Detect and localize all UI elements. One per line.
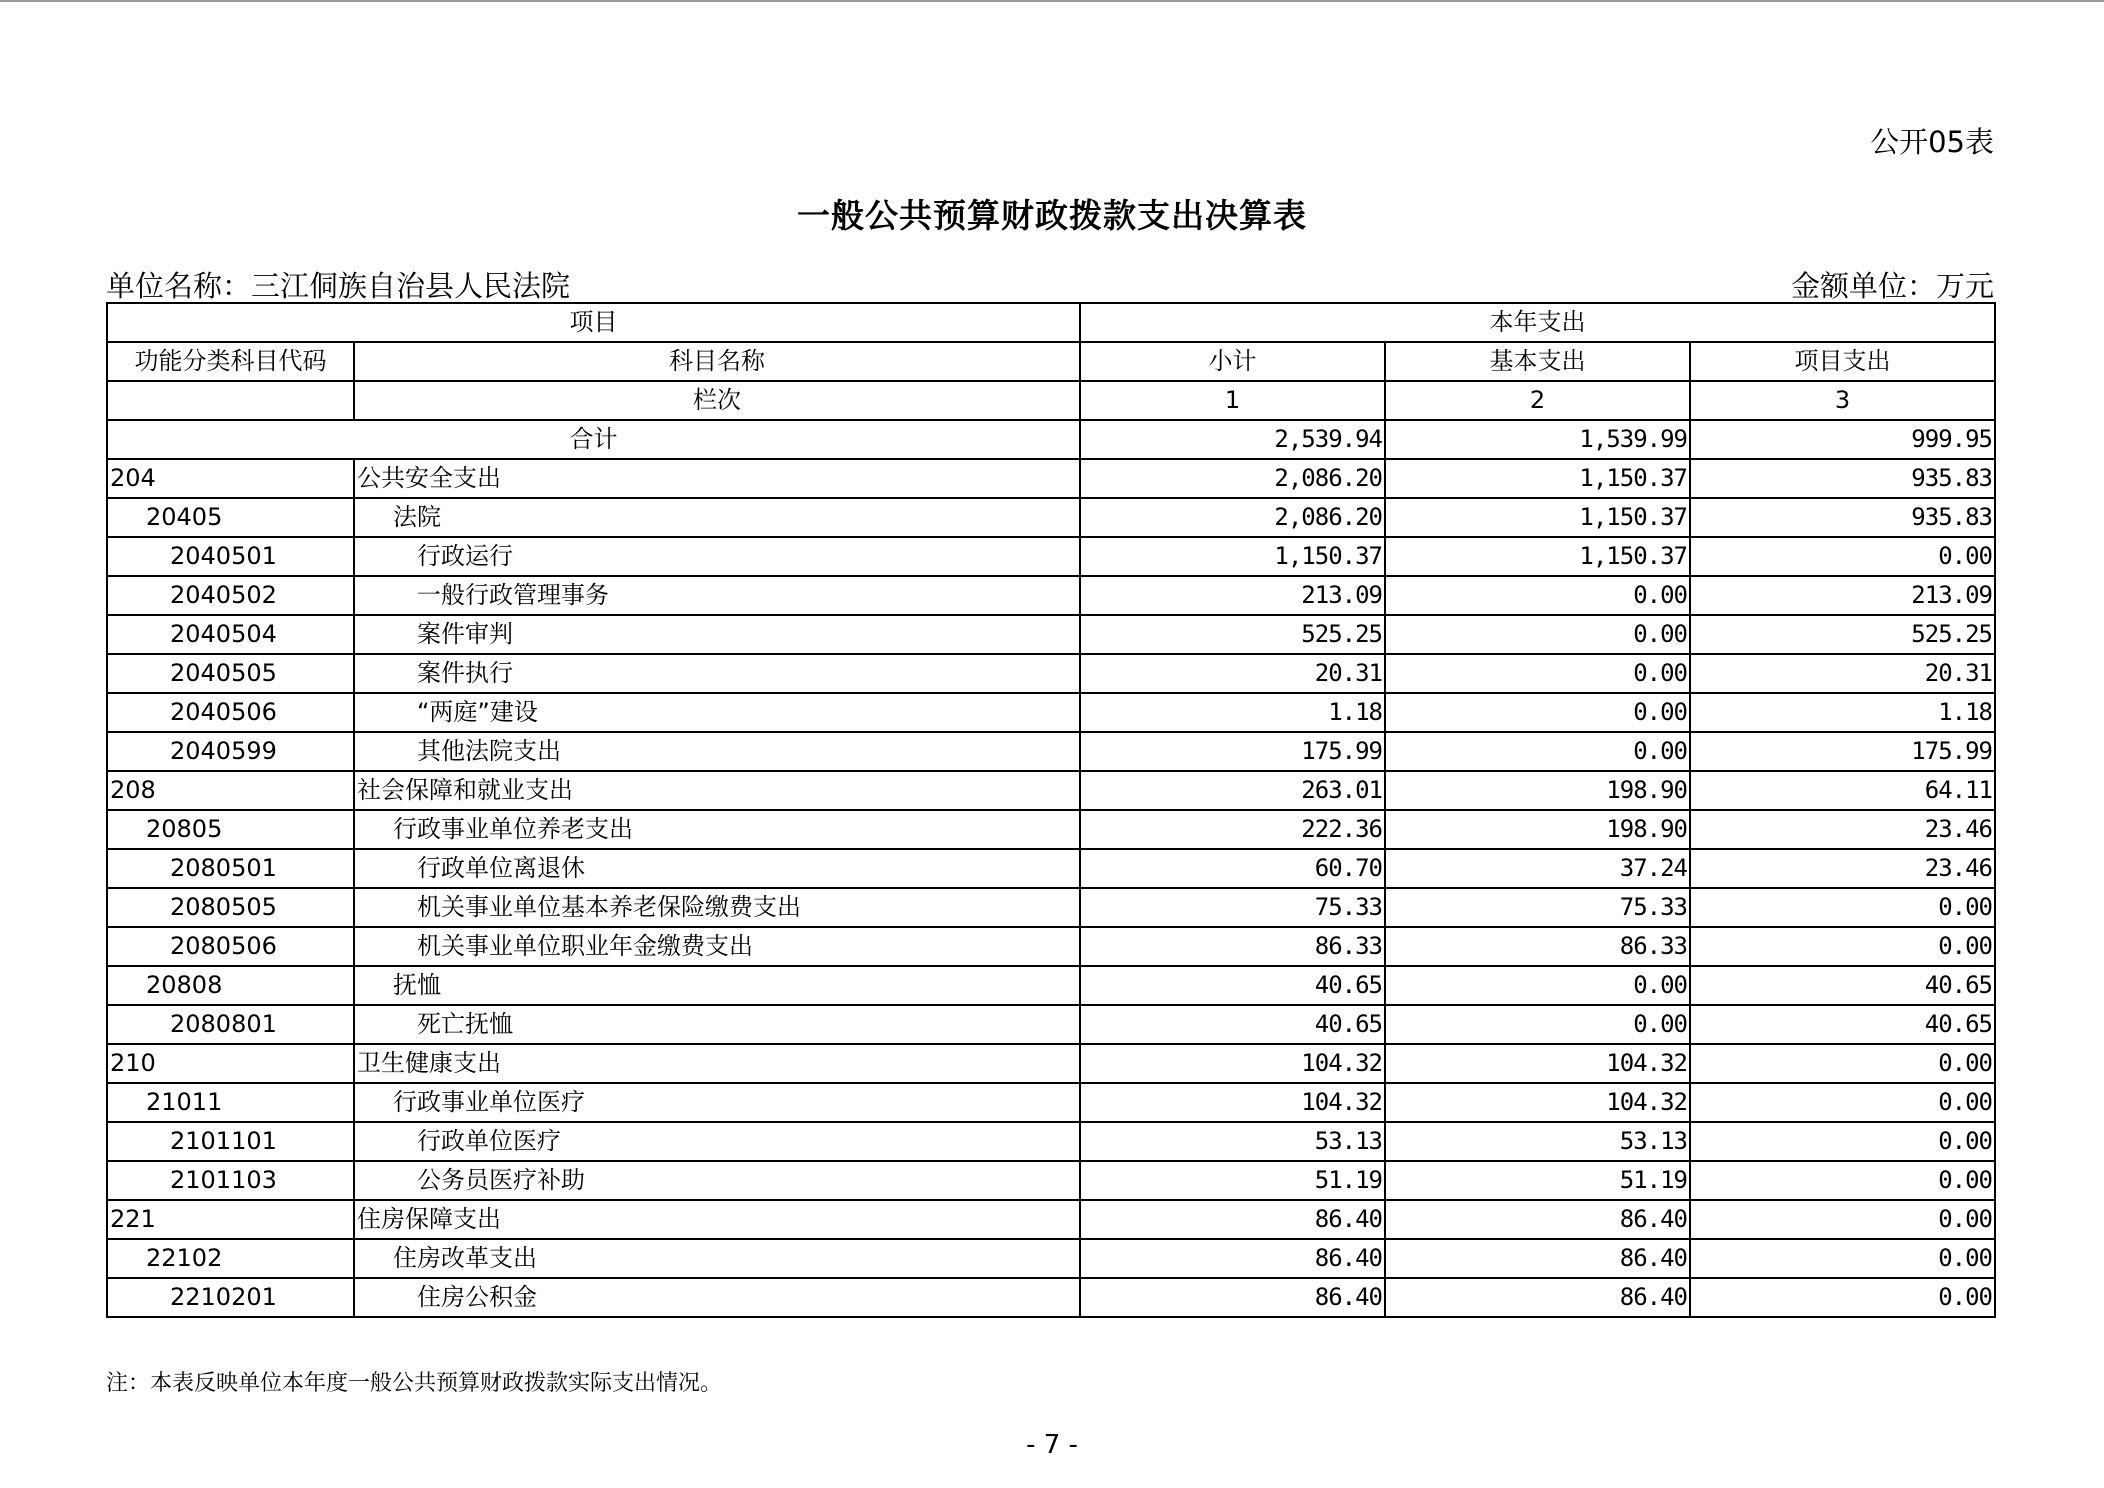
row-basic: 198.90 <box>1385 771 1690 810</box>
row-basic: 86.40 <box>1385 1200 1690 1239</box>
row-project: 0.00 <box>1690 537 1995 576</box>
header-row-order <box>107 381 1995 420</box>
row-subtotal: 1.18 <box>1080 693 1385 732</box>
row-name: 行政运行 <box>354 537 1080 576</box>
expenditure-table <box>106 302 1996 1318</box>
amount-unit: 金额单位：万元 <box>1790 269 1994 303</box>
table-row <box>107 1122 1995 1161</box>
row-code: 22102 <box>107 1239 354 1278</box>
header-column-order: 栏次 <box>354 381 1080 420</box>
table-row <box>107 849 1995 888</box>
row-project: 20.31 <box>1690 654 1995 693</box>
row-code: 204 <box>107 459 354 498</box>
document-title: 一般公共预算财政拨款支出决算表 <box>797 196 1307 235</box>
row-subtotal: 2,086.20 <box>1080 459 1385 498</box>
row-subtotal: 40.65 <box>1080 1005 1385 1044</box>
table-row <box>107 498 1995 537</box>
row-basic: 198.90 <box>1385 810 1690 849</box>
row-subtotal: 51.19 <box>1080 1161 1385 1200</box>
row-basic: 104.32 <box>1385 1083 1690 1122</box>
row-project: 0.00 <box>1690 1239 1995 1278</box>
table-row <box>107 459 1995 498</box>
row-basic: 1,150.37 <box>1385 459 1690 498</box>
row-name: 其他法院支出 <box>354 732 1080 771</box>
row-subtotal: 104.32 <box>1080 1044 1385 1083</box>
row-code: 20808 <box>107 966 354 1005</box>
top-border-line <box>0 0 2104 2</box>
row-name: 住房保障支出 <box>354 1200 1080 1239</box>
row-code: 2101103 <box>107 1161 354 1200</box>
row-project: 0.00 <box>1690 927 1995 966</box>
row-code: 2040599 <box>107 732 354 771</box>
table-row <box>107 1161 1995 1200</box>
table-row <box>107 1083 1995 1122</box>
row-subtotal: 53.13 <box>1080 1122 1385 1161</box>
table-row <box>107 810 1995 849</box>
row-code: 21011 <box>107 1083 354 1122</box>
row-project: 935.83 <box>1690 498 1995 537</box>
row-subtotal: 86.33 <box>1080 927 1385 966</box>
header-project-expenditure: 项目支出 <box>1690 342 1995 381</box>
table-row <box>107 615 1995 654</box>
table-row <box>107 1005 1995 1044</box>
row-name: 行政事业单位医疗 <box>354 1083 1080 1122</box>
row-name: 行政事业单位养老支出 <box>354 810 1080 849</box>
row-project: 213.09 <box>1690 576 1995 615</box>
table-row <box>107 732 1995 771</box>
row-name: 死亡抚恤 <box>354 1005 1080 1044</box>
row-name: 卫生健康支出 <box>354 1044 1080 1083</box>
header-col-1: 1 <box>1080 381 1385 420</box>
table-row <box>107 693 1995 732</box>
row-project: 0.00 <box>1690 888 1995 927</box>
row-code: 20805 <box>107 810 354 849</box>
row-code: 2080506 <box>107 927 354 966</box>
row-project: 0.00 <box>1690 1122 1995 1161</box>
row-subtotal: 222.36 <box>1080 810 1385 849</box>
row-basic: 53.13 <box>1385 1122 1690 1161</box>
row-name: 抚恤 <box>354 966 1080 1005</box>
row-subtotal: 86.40 <box>1080 1278 1385 1317</box>
table-row <box>107 1278 1995 1317</box>
header-basic: 基本支出 <box>1385 342 1690 381</box>
row-name: 社会保障和就业支出 <box>354 771 1080 810</box>
row-code: 2040501 <box>107 537 354 576</box>
unit-name: 单位名称：三江侗族自治县人民法院 <box>106 269 571 303</box>
row-name: 法院 <box>354 498 1080 537</box>
row-subtotal: 86.40 <box>1080 1239 1385 1278</box>
row-project: 1.18 <box>1690 693 1995 732</box>
row-subtotal: 60.70 <box>1080 849 1385 888</box>
table-row <box>107 1200 1995 1239</box>
row-subtotal: 213.09 <box>1080 576 1385 615</box>
table-row <box>107 1239 1995 1278</box>
row-name: “两庭”建设 <box>354 693 1080 732</box>
row-basic: 51.19 <box>1385 1161 1690 1200</box>
header-subtotal: 小计 <box>1080 342 1385 381</box>
row-subtotal: 2,086.20 <box>1080 498 1385 537</box>
row-name: 行政单位医疗 <box>354 1122 1080 1161</box>
row-code: 210 <box>107 1044 354 1083</box>
row-name: 公务员医疗补助 <box>354 1161 1080 1200</box>
table-row <box>107 966 1995 1005</box>
row-project: 0.00 <box>1690 1083 1995 1122</box>
table-row <box>107 537 1995 576</box>
row-basic: 0.00 <box>1385 693 1690 732</box>
row-project: 64.11 <box>1690 771 1995 810</box>
row-code: 2040504 <box>107 615 354 654</box>
row-name: 案件执行 <box>354 654 1080 693</box>
row-project: 525.25 <box>1690 615 1995 654</box>
row-subtotal: 75.33 <box>1080 888 1385 927</box>
row-code: 2080801 <box>107 1005 354 1044</box>
table-row <box>107 771 1995 810</box>
header-row-group <box>107 303 1995 342</box>
table-row <box>107 927 1995 966</box>
row-code: 2080505 <box>107 888 354 927</box>
row-basic: 86.40 <box>1385 1278 1690 1317</box>
header-name: 科目名称 <box>354 342 1080 381</box>
header-col-2: 2 <box>1385 381 1690 420</box>
row-project: 175.99 <box>1690 732 1995 771</box>
row-name: 行政单位离退休 <box>354 849 1080 888</box>
row-code: 2080501 <box>107 849 354 888</box>
row-name: 一般行政管理事务 <box>354 576 1080 615</box>
row-project: 0.00 <box>1690 1200 1995 1239</box>
row-subtotal: 525.25 <box>1080 615 1385 654</box>
row-basic: 37.24 <box>1385 849 1690 888</box>
header-code: 功能分类科目代码 <box>107 342 354 381</box>
table-row <box>107 1044 1995 1083</box>
total-project: 999.95 <box>1690 420 1995 459</box>
row-name: 住房公积金 <box>354 1278 1080 1317</box>
row-code: 2040506 <box>107 693 354 732</box>
total-basic: 1,539.99 <box>1385 420 1690 459</box>
row-basic: 86.40 <box>1385 1239 1690 1278</box>
row-name: 案件审判 <box>354 615 1080 654</box>
row-code: 208 <box>107 771 354 810</box>
header-col-3: 3 <box>1690 381 1995 420</box>
row-basic: 0.00 <box>1385 576 1690 615</box>
row-basic: 86.33 <box>1385 927 1690 966</box>
row-code: 20405 <box>107 498 354 537</box>
form-number: 公开05表 <box>1870 125 1994 159</box>
total-subtotal: 2,539.94 <box>1080 420 1385 459</box>
row-code: 221 <box>107 1200 354 1239</box>
row-name: 公共安全支出 <box>354 459 1080 498</box>
table-row <box>107 576 1995 615</box>
table-row <box>107 888 1995 927</box>
row-project: 0.00 <box>1690 1161 1995 1200</box>
row-subtotal: 104.32 <box>1080 1083 1385 1122</box>
total-row <box>107 420 1995 459</box>
row-project: 935.83 <box>1690 459 1995 498</box>
row-project: 40.65 <box>1690 966 1995 1005</box>
row-subtotal: 20.31 <box>1080 654 1385 693</box>
row-project: 40.65 <box>1690 1005 1995 1044</box>
row-project: 0.00 <box>1690 1044 1995 1083</box>
row-basic: 0.00 <box>1385 654 1690 693</box>
row-project: 0.00 <box>1690 1278 1995 1317</box>
row-subtotal: 263.01 <box>1080 771 1385 810</box>
header-row-columns <box>107 342 1995 381</box>
row-basic: 0.00 <box>1385 615 1690 654</box>
row-name: 机关事业单位职业年金缴费支出 <box>354 927 1080 966</box>
page-number: - 7 - <box>1026 1430 1078 1460</box>
row-code: 2101101 <box>107 1122 354 1161</box>
row-basic: 1,150.37 <box>1385 498 1690 537</box>
row-code: 2040505 <box>107 654 354 693</box>
row-code: 2040502 <box>107 576 354 615</box>
table-row <box>107 654 1995 693</box>
total-label: 合计 <box>107 420 1080 459</box>
row-name: 机关事业单位基本养老保险缴费支出 <box>354 888 1080 927</box>
row-subtotal: 40.65 <box>1080 966 1385 1005</box>
header-current-year-expenditure: 本年支出 <box>1080 303 1995 342</box>
row-basic: 104.32 <box>1385 1044 1690 1083</box>
row-project: 23.46 <box>1690 810 1995 849</box>
header-order-blank <box>107 381 354 420</box>
row-basic: 0.00 <box>1385 1005 1690 1044</box>
row-subtotal: 86.40 <box>1080 1200 1385 1239</box>
footnote: 注：本表反映单位本年度一般公共预算财政拨款实际支出情况。 <box>106 1371 723 1396</box>
row-subtotal: 1,150.37 <box>1080 537 1385 576</box>
row-project: 23.46 <box>1690 849 1995 888</box>
row-basic: 1,150.37 <box>1385 537 1690 576</box>
row-basic: 75.33 <box>1385 888 1690 927</box>
row-subtotal: 175.99 <box>1080 732 1385 771</box>
row-name: 住房改革支出 <box>354 1239 1080 1278</box>
row-basic: 0.00 <box>1385 966 1690 1005</box>
row-code: 2210201 <box>107 1278 354 1317</box>
header-project: 项目 <box>107 303 1080 342</box>
row-basic: 0.00 <box>1385 732 1690 771</box>
